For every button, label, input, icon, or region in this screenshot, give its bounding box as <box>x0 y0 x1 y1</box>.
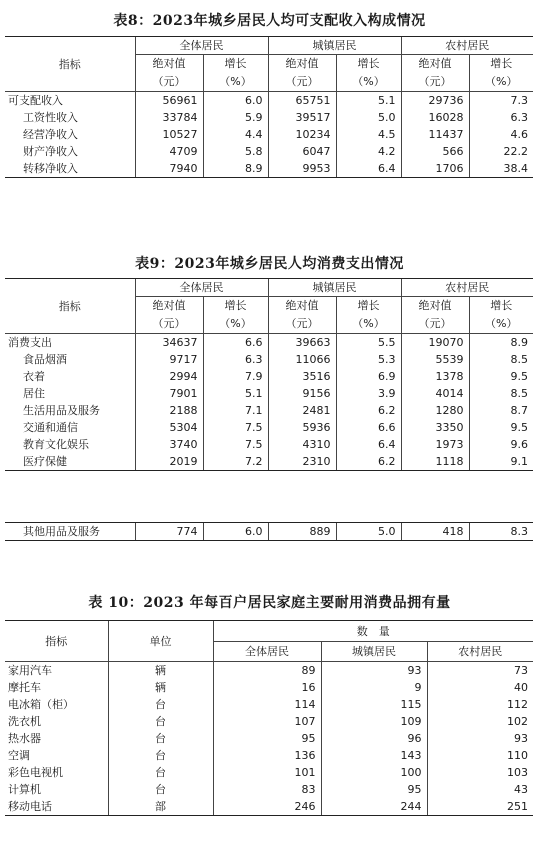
table10-unit-header: 单位 <box>108 621 213 662</box>
row-label: 食品烟酒 <box>23 353 67 366</box>
cell-all: 89 <box>213 662 321 680</box>
cell-growth: 7.5 <box>203 436 268 453</box>
row-label: 衣着 <box>23 370 45 383</box>
cell-unit: 台 <box>108 713 213 730</box>
table-row <box>5 713 533 730</box>
row-label: 生活用品及服务 <box>23 404 100 417</box>
cell-value: 4014 <box>401 385 469 402</box>
cell-growth: 6.0 <box>203 523 268 541</box>
table-row <box>5 730 533 747</box>
cell-growth: 9.5 <box>469 419 533 436</box>
cell-growth: 5.0 <box>336 523 401 541</box>
cell-growth: 8.5 <box>469 385 533 402</box>
table10-title: 表 10：2023 年每百户居民家庭主要耐用消费品拥有量 <box>88 595 451 611</box>
cell-growth: 3.9 <box>336 385 401 402</box>
row-label: 家用汽车 <box>8 664 52 677</box>
cell-value: 566 <box>401 143 469 160</box>
row-label: 居住 <box>23 387 45 400</box>
cell-urban: 109 <box>321 713 427 730</box>
cell-growth: 5.3 <box>336 351 401 368</box>
cell-growth: 4.4 <box>203 126 268 143</box>
cell-rural: 93 <box>427 730 533 747</box>
cell-growth: 38.4 <box>469 160 533 178</box>
cell-value: 3740 <box>135 436 203 453</box>
growth-unit-header: （%） <box>336 315 401 334</box>
cell-all: 16 <box>213 679 321 696</box>
table10-group-header: 农村居民 <box>427 642 533 662</box>
table-row <box>5 334 533 352</box>
cell-value: 10527 <box>135 126 203 143</box>
cell-growth: 8.3 <box>469 523 533 541</box>
cell-value: 16028 <box>401 109 469 126</box>
cell-value: 29736 <box>401 92 469 110</box>
table9-group-header: 农村居民 <box>401 279 533 297</box>
cell-growth: 5.1 <box>336 92 401 110</box>
cell-growth: 8.5 <box>469 351 533 368</box>
cell-value: 1973 <box>401 436 469 453</box>
table9 <box>5 278 533 471</box>
cell-growth: 6.4 <box>336 160 401 178</box>
cell-unit: 辆 <box>108 679 213 696</box>
table-row <box>5 160 533 178</box>
table-row <box>5 662 533 680</box>
cell-growth: 6.6 <box>203 334 268 352</box>
row-label: 摩托车 <box>8 681 41 694</box>
table8 <box>5 36 533 178</box>
row-label: 彩色电视机 <box>8 766 63 779</box>
cell-value: 889 <box>268 523 336 541</box>
cell-growth: 6.2 <box>336 453 401 471</box>
cell-unit: 台 <box>108 696 213 713</box>
cell-urban: 9 <box>321 679 427 696</box>
growth-unit-header: （%） <box>469 73 533 92</box>
cell-value: 65751 <box>268 92 336 110</box>
cell-unit: 台 <box>108 730 213 747</box>
row-label: 可支配收入 <box>8 94 63 107</box>
cell-urban: 96 <box>321 730 427 747</box>
table-row <box>5 419 533 436</box>
row-label: 电冰箱（柜） <box>8 698 74 711</box>
cell-growth: 6.3 <box>469 109 533 126</box>
cell-rural: 73 <box>427 662 533 680</box>
cell-value: 2481 <box>268 402 336 419</box>
cell-value: 9953 <box>268 160 336 178</box>
table10-group-header: 城镇居民 <box>321 642 427 662</box>
value-unit-header: （元） <box>268 73 336 92</box>
growth-header: 增长 <box>336 55 401 74</box>
table-row <box>5 402 533 419</box>
table-row <box>5 453 533 471</box>
cell-value: 4310 <box>268 436 336 453</box>
table8-title: 表8：2023年城乡居民人均可支配收入构成情况 <box>113 13 426 29</box>
cell-all: 101 <box>213 764 321 781</box>
table9-group-header: 全体居民 <box>135 279 268 297</box>
cell-value: 2994 <box>135 368 203 385</box>
growth-header: 增长 <box>203 55 268 74</box>
table-row <box>5 92 533 110</box>
cell-urban: 100 <box>321 764 427 781</box>
table10 <box>5 620 533 816</box>
row-label: 交通和通信 <box>23 421 78 434</box>
value-header: 绝对值 <box>268 297 336 316</box>
cell-value: 9156 <box>268 385 336 402</box>
cell-growth: 5.1 <box>203 385 268 402</box>
cell-value: 1118 <box>401 453 469 471</box>
cell-growth: 8.9 <box>203 160 268 178</box>
cell-value: 39663 <box>268 334 336 352</box>
row-label: 工资性收入 <box>23 111 78 124</box>
row-label: 教育文化娱乐 <box>23 438 89 451</box>
cell-rural: 102 <box>427 713 533 730</box>
table-row <box>5 679 533 696</box>
cell-growth: 7.3 <box>469 92 533 110</box>
cell-value: 2310 <box>268 453 336 471</box>
growth-header: 增长 <box>203 297 268 316</box>
table-row <box>5 747 533 764</box>
cell-value: 19070 <box>401 334 469 352</box>
cell-growth: 5.0 <box>336 109 401 126</box>
cell-rural: 40 <box>427 679 533 696</box>
cell-value: 774 <box>135 523 203 541</box>
cell-urban: 143 <box>321 747 427 764</box>
table-row <box>5 696 533 713</box>
table9-group-header: 城镇居民 <box>268 279 401 297</box>
cell-value: 2019 <box>135 453 203 471</box>
cell-rural: 103 <box>427 764 533 781</box>
growth-header: 增长 <box>336 297 401 316</box>
cell-value: 4709 <box>135 143 203 160</box>
cell-growth: 6.3 <box>203 351 268 368</box>
value-unit-header: （元） <box>135 315 203 334</box>
table-row <box>5 126 533 143</box>
cell-value: 1706 <box>401 160 469 178</box>
cell-value: 9717 <box>135 351 203 368</box>
growth-header: 增长 <box>469 297 533 316</box>
table-row <box>5 368 533 385</box>
table-row <box>5 764 533 781</box>
cell-growth: 5.8 <box>203 143 268 160</box>
cell-growth: 6.2 <box>336 402 401 419</box>
cell-growth: 7.5 <box>203 419 268 436</box>
table9-title: 表9：2023年城乡居民人均消费支出情况 <box>135 256 404 272</box>
row-label: 财产净收入 <box>23 145 78 158</box>
cell-rural: 251 <box>427 798 533 816</box>
cell-value: 56961 <box>135 92 203 110</box>
table8-group-header: 全体居民 <box>135 37 268 55</box>
cell-growth: 4.2 <box>336 143 401 160</box>
cell-all: 136 <box>213 747 321 764</box>
growth-unit-header: （%） <box>336 73 401 92</box>
cell-value: 6047 <box>268 143 336 160</box>
cell-growth: 9.5 <box>469 368 533 385</box>
cell-unit: 辆 <box>108 662 213 680</box>
growth-unit-header: （%） <box>469 315 533 334</box>
cell-growth: 9.6 <box>469 436 533 453</box>
row-label: 洗衣机 <box>8 715 41 728</box>
cell-value: 2188 <box>135 402 203 419</box>
row-label: 其他用品及服务 <box>5 523 135 541</box>
cell-unit: 台 <box>108 781 213 798</box>
table-row <box>5 798 533 816</box>
cell-unit: 部 <box>108 798 213 816</box>
row-label: 医疗保健 <box>5 453 135 471</box>
value-unit-header: （元） <box>268 315 336 334</box>
row-label: 经营净收入 <box>23 128 78 141</box>
table10-indicator-header: 指标 <box>5 621 108 662</box>
cell-value: 39517 <box>268 109 336 126</box>
table8-group-header: 农村居民 <box>401 37 533 55</box>
cell-growth: 5.5 <box>336 334 401 352</box>
cell-growth: 7.1 <box>203 402 268 419</box>
cell-value: 11437 <box>401 126 469 143</box>
cell-rural: 43 <box>427 781 533 798</box>
cell-urban: 115 <box>321 696 427 713</box>
cell-urban: 93 <box>321 662 427 680</box>
table9-indicator-header: 指标 <box>5 279 135 334</box>
value-header: 绝对值 <box>268 55 336 74</box>
cell-value: 3350 <box>401 419 469 436</box>
cell-value: 5936 <box>268 419 336 436</box>
cell-value: 10234 <box>268 126 336 143</box>
cell-value: 34637 <box>135 334 203 352</box>
value-unit-header: （元） <box>401 73 469 92</box>
growth-unit-header: （%） <box>203 73 268 92</box>
cell-value: 418 <box>401 523 469 541</box>
value-unit-header: （元） <box>135 73 203 92</box>
cell-growth: 6.0 <box>203 92 268 110</box>
cell-value: 7901 <box>135 385 203 402</box>
cell-growth: 6.4 <box>336 436 401 453</box>
table-row <box>5 385 533 402</box>
cell-unit: 台 <box>108 747 213 764</box>
table-row <box>5 109 533 126</box>
table-row <box>5 523 533 541</box>
table-row <box>5 436 533 453</box>
table10-group-header: 全体居民 <box>213 642 321 662</box>
cell-unit: 台 <box>108 764 213 781</box>
cell-value: 5304 <box>135 419 203 436</box>
row-label: 空调 <box>8 749 30 762</box>
value-header: 绝对值 <box>401 55 469 74</box>
cell-growth: 6.9 <box>336 368 401 385</box>
value-header: 绝对值 <box>135 297 203 316</box>
growth-unit-header: （%） <box>203 315 268 334</box>
cell-growth: 5.9 <box>203 109 268 126</box>
cell-urban: 95 <box>321 781 427 798</box>
row-label: 消费支出 <box>8 336 52 349</box>
cell-growth: 4.5 <box>336 126 401 143</box>
cell-value: 1280 <box>401 402 469 419</box>
cell-value: 33784 <box>135 109 203 126</box>
cell-growth: 22.2 <box>469 143 533 160</box>
cell-growth: 6.6 <box>336 419 401 436</box>
table-row <box>5 351 533 368</box>
table9-extra <box>5 522 533 541</box>
value-header: 绝对值 <box>401 297 469 316</box>
cell-all: 114 <box>213 696 321 713</box>
table-row <box>5 143 533 160</box>
cell-value: 11066 <box>268 351 336 368</box>
growth-header: 增长 <box>469 55 533 74</box>
row-label: 热水器 <box>8 732 41 745</box>
cell-growth: 4.6 <box>469 126 533 143</box>
row-label: 计算机 <box>8 783 41 796</box>
cell-growth: 9.1 <box>469 453 533 471</box>
cell-growth: 8.9 <box>469 334 533 352</box>
cell-urban: 244 <box>321 798 427 816</box>
cell-rural: 110 <box>427 747 533 764</box>
table8-indicator-header: 指标 <box>5 37 135 92</box>
value-header: 绝对值 <box>135 55 203 74</box>
value-unit-header: （元） <box>401 315 469 334</box>
cell-all: 246 <box>213 798 321 816</box>
cell-all: 83 <box>213 781 321 798</box>
cell-value: 1378 <box>401 368 469 385</box>
cell-all: 107 <box>213 713 321 730</box>
cell-growth: 7.2 <box>203 453 268 471</box>
table-row <box>5 781 533 798</box>
table10-quantity-header: 数 量 <box>213 621 533 642</box>
row-label: 转移净收入 <box>5 160 135 178</box>
cell-growth: 7.9 <box>203 368 268 385</box>
cell-all: 95 <box>213 730 321 747</box>
cell-value: 7940 <box>135 160 203 178</box>
cell-rural: 112 <box>427 696 533 713</box>
cell-value: 3516 <box>268 368 336 385</box>
cell-value: 5539 <box>401 351 469 368</box>
row-label: 移动电话 <box>5 798 108 816</box>
cell-growth: 8.7 <box>469 402 533 419</box>
table8-group-header: 城镇居民 <box>268 37 401 55</box>
